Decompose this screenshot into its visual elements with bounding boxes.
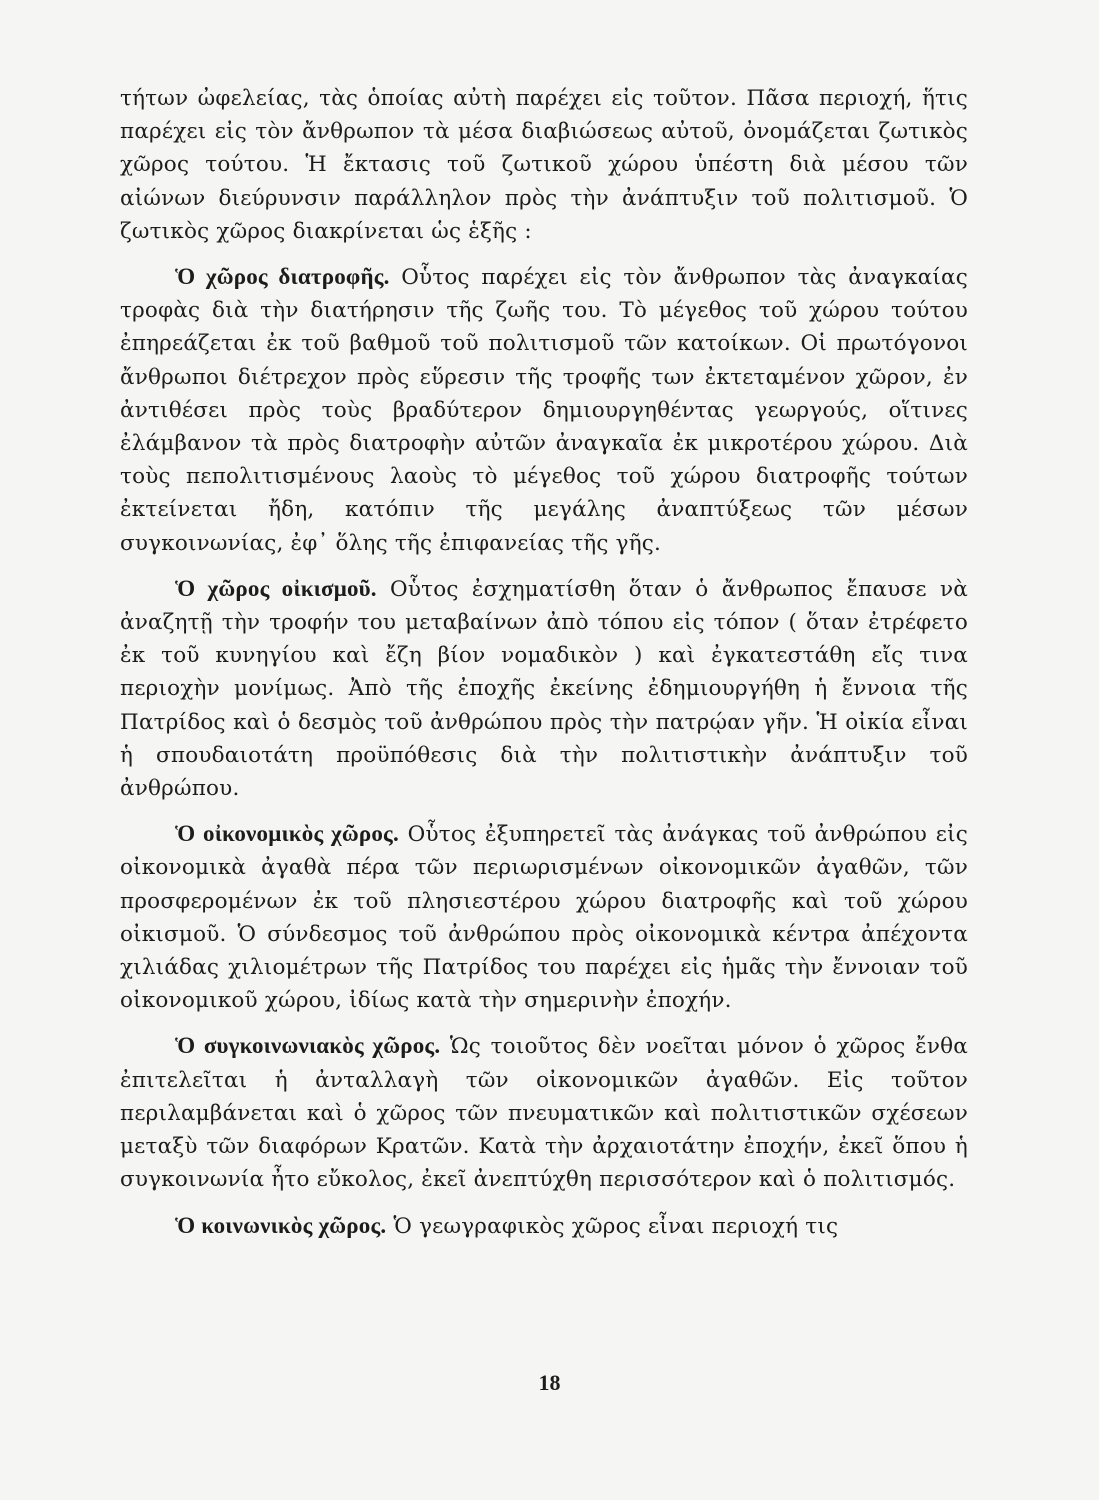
heading-economic-space: Ὁ οἰκονομικὸς χῶρος.	[175, 821, 399, 847]
paragraph-food-space-text: Οὗτος παρέχει εἰς τὸν ἄνθρωπον τὰς ἀναγκαίας τροφὰς διὰ τὴν διατήρησιν τῆς ζωῆς του. Τὸ μέγεθος τοῦ χώρου τούτου ἐπηρεάζεται ἐκ τοῦ βαθμοῦ τοῦ πολιτισμοῦ τῶν κατοίκων. Οἱ πρωτόγονοι ἄνθρωποι διέτρεχον πρὸς εὕρεσιν τῆς τροφῆς των ἐκτεταμένον χῶρον, ἐν ἀντιθέσει πρὸς τοὺς βραδύτερον δημιουργηθέντας γεωργούς, οἵτινες ἐλάμβανον τὰ πρὸς διατροφὴν αὐτῶν ἀναγκαῖα ἐκ μικροτέρου χώρου. Διὰ τοὺς πεπολιτισμένους λαοὺς τὸ μέγεθος τοῦ χώρου διατροφῆς τούτων ἐκτείνεται ἤδη, κατόπιν τῆς μεγάλης ἀναπτύξεως τῶν μέσων συγκοινωνίας, ἐφ᾽ ὅλης τῆς ἐπιφανείας τῆς γῆς.	[120, 265, 968, 556]
paragraph-social-space-text: Ὁ γεωγραφικὸς χῶρος εἶναι περιοχή τις	[393, 1213, 839, 1239]
paragraph-settlement-space-text: Οὗτος ἐσχηματίσθη ὅταν ὁ ἄνθρωπος ἔπαυσε νὰ ἀναζητῇ τὴν τροφήν του μεταβαίνων ἀπὸ τόπου εἰς τόπον ( ὅταν ἐτρέφετο ἐκ τοῦ κυνηγίου καὶ ἔζη βίον νομαδικὸν ) καὶ ἐγκατεστάθη εἴς τινα περιοχὴν μονίμως. Ἀπὸ τῆς ἐποχῆς ἐκείνης ἐδημιουργήθη ἡ ἔννοια τῆς Πατρίδος καὶ ὁ δεσμὸς τοῦ ἀνθρώπου πρὸς τὴν πατρῴαν γῆν. Ἡ οἰκία εἶναι ἡ σπουδαιοτάτη προϋπόθεσις διὰ τὴν πολιτιστικὴν ἀνάπτυξιν τοῦ ἀνθρώπου.	[120, 576, 968, 802]
heading-communication-space: Ὁ συγκοινωνιακὸς χῶρος.	[175, 1033, 441, 1059]
paragraph-communication-space	[120, 1029, 968, 1196]
heading-food-space: Ὁ χῶρος διατροφῆς.	[175, 264, 390, 290]
heading-social-space: Ὁ κοινωνικὸς χῶρος.	[175, 1212, 387, 1238]
paragraph-communication-space-text: Ὡς τοιοῦτος δὲν νοεῖται μόνον ὁ χῶρος ἔνθα ἐπιτελεῖται ἡ ἀνταλλαγὴ τῶν οἰκονομικῶν ἀγαθῶν. Εἰς τοῦτον περιλαμβάνεται καὶ ὁ χῶρος τῶν πνευματικῶν καὶ πολιτιστικῶν σχέσεων μεταξὺ τῶν διαφόρων Κρατῶν. Κατὰ τὴν ἀρχαιοτάτην ἐποχήν, ἐκεῖ ὅπου ἡ συγκοινωνία ἦτο εὔκολος, ἐκεῖ ἀνεπτύχθη περισσότερον καὶ ὁ πολιτισμός.	[120, 1034, 968, 1193]
page-number: 18	[538, 1370, 561, 1395]
paragraph-intro-text: τήτων ὠφελείας, τὰς ὁποίας αὐτὴ παρέχει εἰς τοῦτον. Πᾶσα περιοχή, ἥτις παρέχει εἰς τὸν ἄνθρωπον τὰ μέσα διαβιώσεως αὐτοῦ, ὀνομάζεται ζωτικὸς χῶρος τούτου. Ἡ ἔκτασις τοῦ ζωτικοῦ χώρου ὑπέστη διὰ μέσου τῶν αἰώνων διεύρυνσιν παράλληλον πρὸς τὴν ἀνάπτυξιν τοῦ πολιτισμοῦ. Ὁ ζωτικὸς χῶρος διακρίνεται ὡς ἑξῆς :	[120, 86, 968, 244]
paragraph-economic-space	[120, 817, 968, 1017]
paragraph-economic-space-text: Οὗτος ἐξυπηρετεῖ τὰς ἀνάγκας τοῦ ἀνθρώπου εἰς οἰκονομικὰ ἀγαθὰ πέρα τῶν περιωρισμένων οἰκονομικῶν ἀγαθῶν, τῶν προσφερομένων ἐκ τοῦ πλησιεστέρου χώρου διατροφῆς καὶ τοῦ χώρου οἰκισμοῦ. Ὁ σύνδεσμος τοῦ ἀνθρώπου πρὸς οἰκονομικὰ κέντρα ἀπέχοντα χιλιάδας χιλιομέτρων τῆς Πατρίδος του παρέχει εἰς ἡμᾶς τὴν ἔννοιαν τοῦ οἰκονομικοῦ χώρου, ἰδίως κατὰ τὴν σημερινὴν ἐποχήν.	[120, 822, 968, 1014]
paragraph-social-space	[120, 1209, 968, 1243]
paragraph-food-space	[120, 260, 968, 560]
paragraph-intro	[120, 82, 968, 248]
paragraph-settlement-space	[120, 572, 968, 805]
heading-settlement-space: Ὁ χῶρος οἰκισμοῦ.	[175, 575, 377, 601]
body-text	[120, 82, 968, 1243]
